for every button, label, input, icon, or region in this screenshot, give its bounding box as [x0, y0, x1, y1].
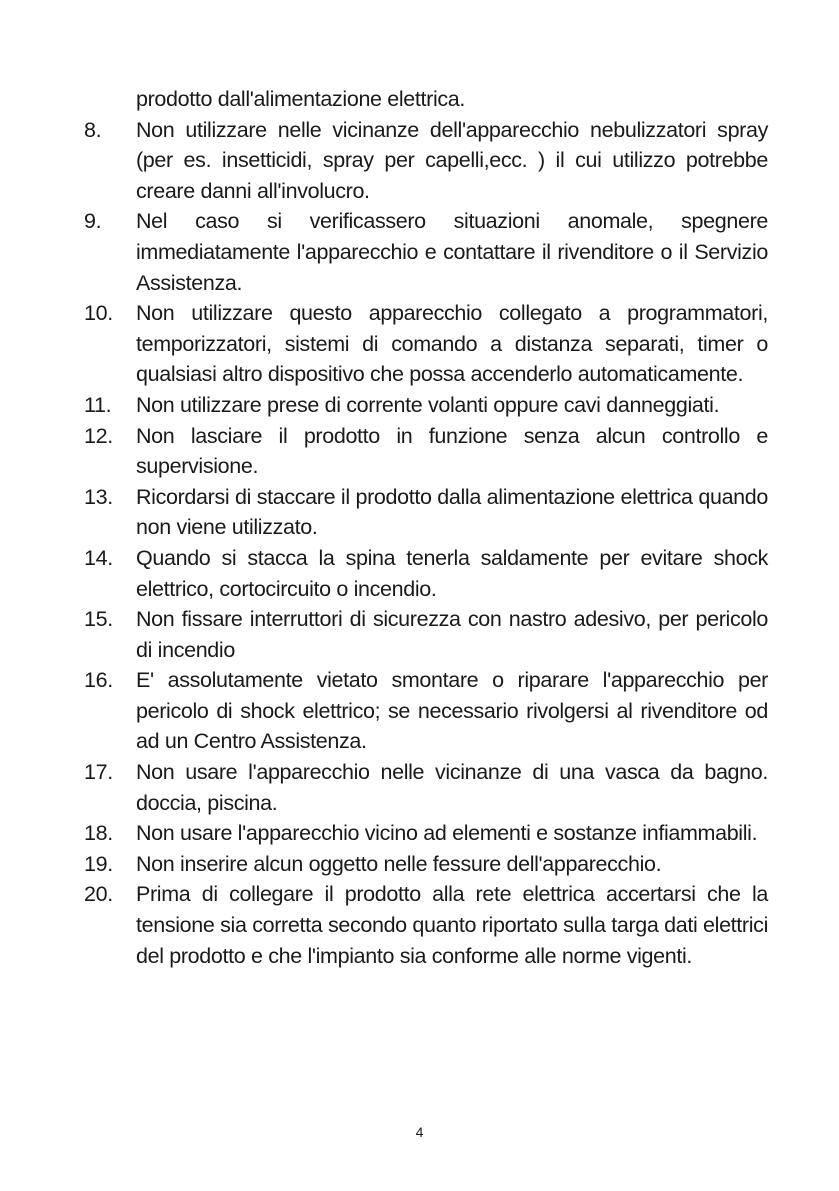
list-item-14: [84, 543, 768, 604]
item-number: 10.: [84, 301, 113, 326]
list-item-17: [84, 757, 768, 818]
item-number: 9.: [84, 209, 102, 234]
list-item-8: [84, 115, 768, 207]
item-text: Ricordarsi di staccare il prodotto dalla alimentazione elettrica quando non viene utilizzato.: [136, 484, 768, 540]
item-text: Non lasciare il prodotto in funzione senza alcun controllo e supervisione.: [136, 423, 768, 479]
continued-item-text: prodotto dall'alimentazione elettrica.: [136, 87, 466, 111]
item-number: 18.: [84, 821, 113, 846]
list-item-10: [84, 298, 768, 390]
item-text: Non inserire alcun oggetto nelle fessure dell'apparecchio.: [136, 851, 662, 876]
item-text: E' assolutamente vietato smontare o riparare l'apparecchio per pericolo di shock elettrico; se necessario rivolgersi al rivenditore od ad un Centro Assistenza.: [136, 668, 768, 754]
list-item-19: [84, 849, 768, 880]
item-number: 19.: [84, 851, 113, 876]
item-number: 17.: [84, 760, 113, 785]
list-item-12: [84, 421, 768, 482]
list-item-20: [84, 879, 768, 971]
list-item-9: [84, 206, 768, 298]
item-text: Quando si stacca la spina tenerla saldamente per evitare shock elettrico, cortocircuito o incendio.: [136, 545, 768, 601]
list-item-18: [84, 818, 768, 849]
item-text: Nel caso si verificassero situazioni anomale, spegnere immediatamente l'apparecchio e contattare il rivenditore o il Servizio Assistenza.: [136, 209, 768, 295]
list-item-11: [84, 390, 768, 421]
item-text: Non utilizzare nelle vicinanze dell'apparecchio nebulizzatori spray (per es. insetticidi, spray per capelli,ecc. ) il cui utilizzo potrebbe creare danni all'involucro.: [136, 117, 768, 203]
item-text: Non usare l'apparecchio nelle vicinanze di una vasca da bagno. doccia, piscina.: [136, 760, 768, 815]
item-text: Non usare l'apparecchio vicino ad elementi e sostanze infiammabili.: [136, 821, 758, 846]
list-item-13: [84, 482, 768, 543]
item-text: Non utilizzare questo apparecchio collegato a programmatori, temporizzatori, sistemi di comando a distanza separati, timer o qualsiasi altro dispositivo che possa accenderlo automaticamente.: [136, 301, 768, 387]
safety-instructions-list: [84, 84, 768, 971]
item-number: 12.: [84, 423, 113, 448]
item-text: Non fissare interruttori di sicurezza con nastro adesivo, per pericolo di incendio: [136, 607, 768, 662]
item-number: 8.: [84, 117, 102, 142]
list-item-15: [84, 604, 768, 665]
item-text: Non utilizzare prese di corrente volanti oppure cavi danneggiati.: [136, 392, 720, 417]
page-number: 4: [415, 1124, 424, 1140]
item-number: 13.: [84, 484, 113, 509]
item-number: 14.: [84, 545, 113, 570]
item-number: 15.: [84, 607, 113, 632]
item-number: 11.: [84, 392, 112, 417]
list-item-16: [84, 665, 768, 757]
item-text: Prima di collegare il prodotto alla rete elettrica accertarsi che la tensione sia corretta secondo quanto riportato sulla targa dati elettrici del prodotto e che l'impianto sia conforme alle norme vigenti.: [136, 882, 768, 968]
item-number: 20.: [84, 882, 113, 907]
item-number: 16.: [84, 668, 113, 693]
